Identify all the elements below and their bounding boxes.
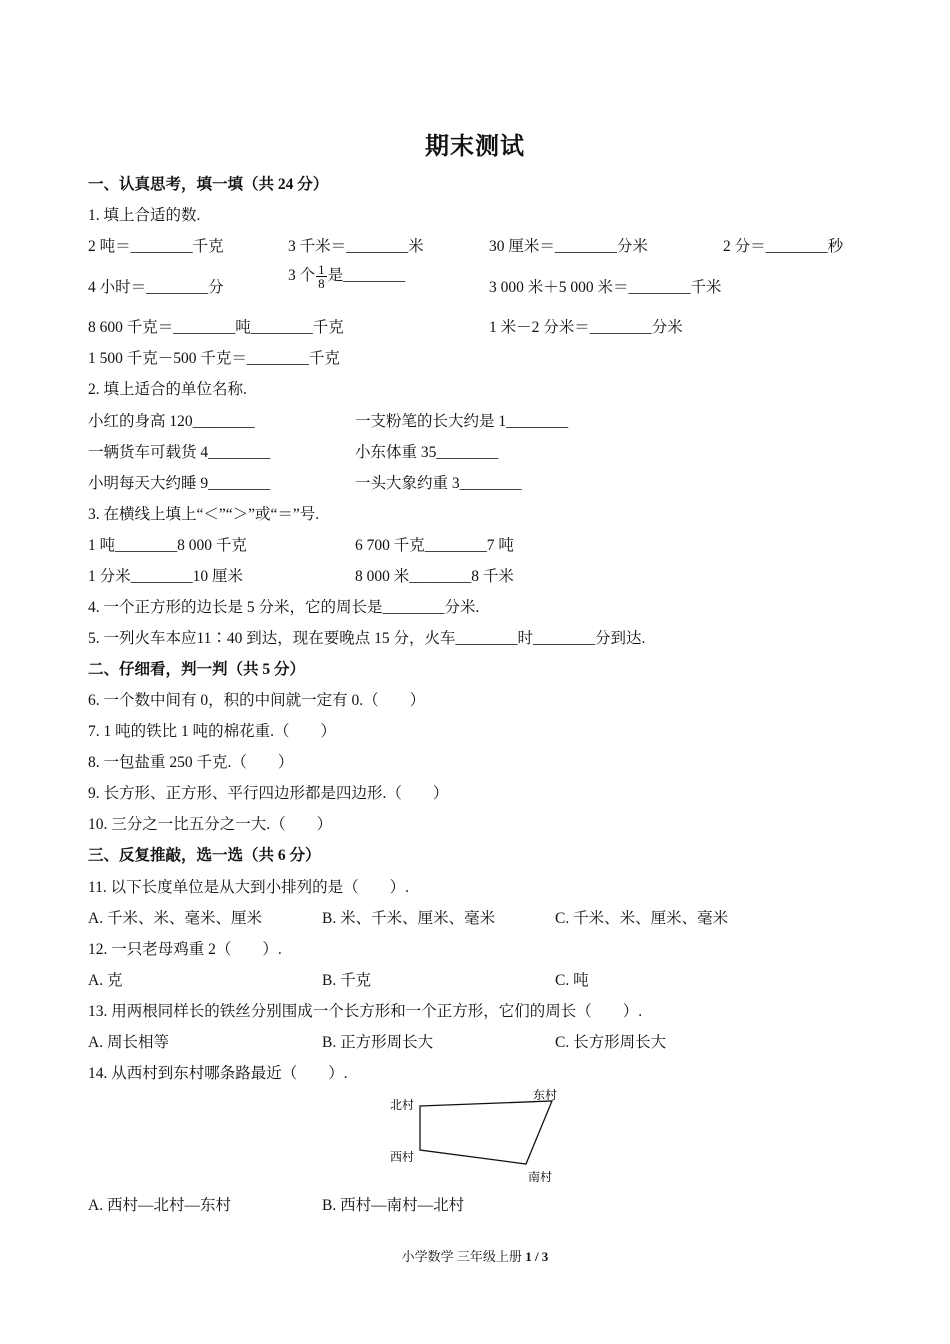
q2-item: 小红的身高 120________ bbox=[88, 413, 255, 430]
label-east-village: 东村 bbox=[533, 1088, 558, 1102]
q3-item: 1 分米________10 厘米 bbox=[88, 568, 244, 585]
section-heading-2: 二、仔细看，判一判（共 5 分） bbox=[88, 661, 306, 678]
q2-item: 一辆货车可载货 4________ bbox=[88, 444, 271, 461]
choice-option: B. 西村—南村—北村 bbox=[322, 1197, 465, 1214]
q1-item: 4 小时＝________分 bbox=[88, 279, 224, 296]
choice-option: C. 长方形周长大 bbox=[555, 1034, 667, 1051]
question-1-stem: 1. 填上合适的数. bbox=[88, 207, 201, 224]
label-north-village: 北村 bbox=[390, 1098, 415, 1112]
q1-item: 3 千米＝________米 bbox=[288, 238, 424, 255]
page-footer bbox=[0, 1246, 950, 1265]
judge-question: 7. 1 吨的铁比 1 吨的棉花重.（ ） bbox=[88, 723, 337, 740]
section-heading-1: 一、认真思考，填一填（共 24 分） bbox=[88, 176, 329, 193]
choice-option: B. 千克 bbox=[322, 972, 372, 989]
q2-item: 小东体重 35________ bbox=[355, 444, 499, 461]
q1-item: 30 厘米＝________分米 bbox=[489, 238, 648, 255]
footer-text: 小学数学 三年级上册 bbox=[401, 1249, 526, 1264]
choice-option: C. 吨 bbox=[555, 972, 589, 989]
label-west-village: 西村 bbox=[390, 1150, 415, 1164]
q1-item: 2 吨＝________千克 bbox=[88, 238, 224, 255]
question-3-stem: 3. 在横线上填上“＜”“＞”或“＝”号. bbox=[88, 506, 320, 523]
q1-fraction-prefix: 3 个 bbox=[288, 267, 316, 285]
q3-item: 8 000 米________8 千米 bbox=[355, 568, 514, 585]
q1-fraction-item bbox=[288, 263, 405, 290]
question-11-stem: 11. 以下长度单位是从大到小排列的是（ ）. bbox=[88, 879, 410, 896]
page-number: 1 / 3 bbox=[525, 1249, 549, 1264]
q2-item: 小明每天大约睡 9________ bbox=[88, 475, 271, 492]
question-2-stem: 2. 填上适合的单位名称. bbox=[88, 381, 247, 398]
q3-item: 1 吨________8 000 千克 bbox=[88, 537, 247, 554]
section-heading-3: 三、反复推敲，选一选（共 6 分） bbox=[88, 847, 321, 864]
choice-option: A. 千米、米、毫米、厘米 bbox=[88, 910, 262, 927]
q2-item: 一支粉笔的长大约是 1________ bbox=[355, 413, 569, 430]
fraction-numerator: 1 bbox=[318, 262, 325, 277]
q1-item: 3 000 米＋5 000 米＝________千米 bbox=[489, 279, 722, 296]
judge-question: 9. 长方形、正方形、平行四边形都是四边形.（ ） bbox=[88, 785, 449, 802]
route-quadrilateral bbox=[420, 1101, 552, 1164]
question-5: 5. 一列火车本应11∶40 到达，现在要晚点 15 分，火车________时________分到达. bbox=[88, 630, 646, 647]
q3-item: 6 700 千克________7 吨 bbox=[355, 537, 514, 554]
question-13-stem: 13. 用两根同样长的铁丝分别围成一个长方形和一个正方形，它们的周长（ ）. bbox=[88, 1003, 643, 1020]
village-route-figure bbox=[380, 1084, 580, 1188]
q1-fraction-suffix: 是________ bbox=[327, 267, 406, 285]
choice-option: A. 西村—北村—东村 bbox=[88, 1197, 231, 1214]
q1-item: 1 500 千克－500 千克＝________千克 bbox=[88, 350, 340, 367]
question-4: 4. 一个正方形的边长是 5 分米，它的周长是________分米. bbox=[88, 599, 480, 616]
q1-item: 8 600 千克＝________吨________千克 bbox=[88, 319, 344, 336]
page-title: 期末测试 bbox=[425, 134, 525, 160]
fraction-denominator: 8 bbox=[318, 276, 325, 291]
judge-question: 10. 三分之一比五分之一大.（ ） bbox=[88, 816, 333, 833]
question-12-stem: 12. 一只老母鸡重 2（ ）. bbox=[88, 941, 282, 958]
choice-option: A. 克 bbox=[88, 972, 123, 989]
question-14-stem: 14. 从西村到东村哪条路最近（ ）. bbox=[88, 1065, 348, 1082]
q1-item: 2 分＝________秒 bbox=[723, 238, 844, 255]
choice-option: B. 正方形周长大 bbox=[322, 1034, 434, 1051]
judge-question: 8. 一包盐重 250 千克.（ ） bbox=[88, 754, 294, 771]
q1-item: 1 米－2 分米＝________分米 bbox=[489, 319, 683, 336]
choice-option: B. 米、千米、厘米、毫米 bbox=[322, 910, 496, 927]
q2-item: 一头大象约重 3________ bbox=[355, 475, 522, 492]
fraction bbox=[316, 263, 327, 290]
judge-question: 6. 一个数中间有 0，积的中间就一定有 0.（ ） bbox=[88, 692, 426, 709]
choice-option: A. 周长相等 bbox=[88, 1034, 169, 1051]
label-south-village: 南村 bbox=[528, 1170, 553, 1184]
choice-option: C. 千米、米、厘米、毫米 bbox=[555, 910, 729, 927]
